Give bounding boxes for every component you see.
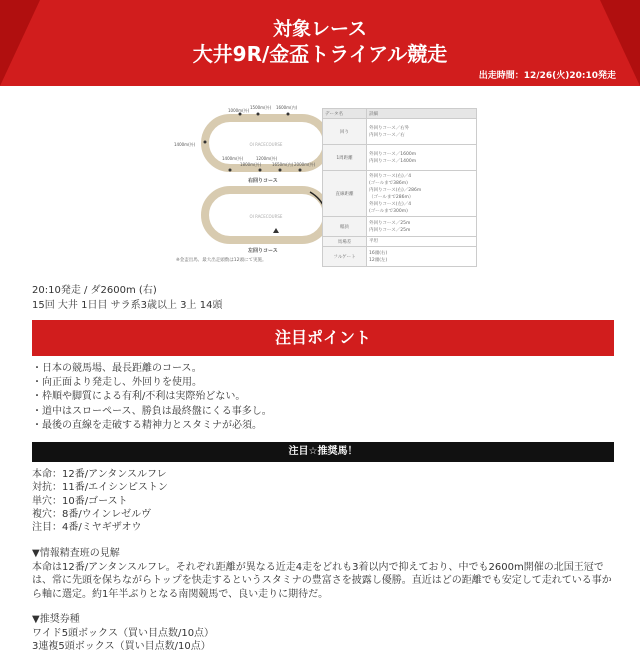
info-header-detail: 詳細 <box>367 109 477 119</box>
betting-line: ワイド5頭ボックス（買い目点数/10点） <box>32 627 215 639</box>
marker-dot-5 <box>229 169 232 172</box>
header-title-line1: 対象レース <box>272 18 368 40</box>
recommend-picks <box>32 468 168 534</box>
header-banner <box>0 0 640 86</box>
pick-place-horse: 複穴：8番/ウインレゼルヴ <box>32 508 152 520</box>
distance-label-1800: 1800m(外) <box>240 162 262 167</box>
analysis-heading: ▼情報精査班の見解 <box>32 548 120 559</box>
distance-label-1400a: 1400m(外) <box>174 142 196 147</box>
distance-label-1000: 1000m(外) <box>228 108 250 113</box>
info-row <box>323 247 477 267</box>
betting-heading: ▼推奨券種 <box>32 614 80 625</box>
points-list <box>32 362 272 433</box>
info-row-value: 外回りコース／右外 内回りコース／右 <box>367 119 477 145</box>
distance-label-1400b: 1400m(外) <box>222 156 244 161</box>
info-row-value: 平坦 <box>367 237 477 247</box>
list-item: ・ 日本の競馬場、最長距離のコース。 <box>32 362 272 376</box>
info-row-label: フルゲート <box>323 247 367 267</box>
pick-main: 本命：12番/アンタンスルフレ <box>32 469 167 480</box>
right-course-track-name: OI RACECOURSE <box>249 142 283 147</box>
list-item: ・ 最後の直線を走破する精神力とスタミナが必須。 <box>32 419 272 433</box>
info-row <box>323 145 477 171</box>
pick-rival: 対抗：11番/エイシンピストン <box>32 482 168 494</box>
list-item: ・ 道中はスローペース、勝負は最終盤にくる事多し。 <box>32 405 272 419</box>
marker-dot-2 <box>257 113 260 116</box>
left-course-track-name: OI RACECOURSE <box>249 214 283 219</box>
race-info <box>32 283 222 313</box>
left-course-finish-marker <box>273 228 279 233</box>
info-header-name: データ名 <box>323 109 367 119</box>
header-title-line2: 大井9R/金盃トライアル競走 <box>192 42 448 66</box>
info-row-label: 幅員 <box>323 217 367 237</box>
betting-section <box>32 613 214 654</box>
marker-dot-4 <box>204 141 207 144</box>
pick-dark-horse: 単穴：10番/ゴースト <box>32 495 128 507</box>
list-item: ・ 枠順や脚質による有利/不利は実際殆どない。 <box>32 390 272 404</box>
course-info-table <box>322 108 477 267</box>
distance-label-2000: 2000m(外) <box>294 162 316 167</box>
info-row-value: 16頭(右) 12頭(左) <box>367 247 477 267</box>
info-row-label: 直線距離 <box>323 171 367 217</box>
info-row-label: 1周距離 <box>323 145 367 171</box>
marker-dot-1 <box>239 113 242 116</box>
info-row-label: 回り <box>323 119 367 145</box>
race-info-line2: 15回 大井 1日目 サラ系3歳以上 3上 14頭 <box>32 300 223 311</box>
analysis-body: 本命は12番/アンタンスルフレ。それぞれ距離が異なる近走4走をどれも3着以内で抑えており、中でも2600m開催の北国王冠では、常に先頭を保ちながらトップを快走するというスタミナの豊富さを披露し優勝。直近はどの距離でも安定して走れている事から軸に選定。約1年半ぶりとなる南関競馬で、良い走りに期待だ。 <box>32 561 612 600</box>
start-time: 出走時間：12/26(火)20:10発走 <box>478 71 616 81</box>
list-item: ・ 向正面より発走し、外回りを使用。 <box>32 376 272 390</box>
info-row-value: 外回りコース／25m 内回りコース／25m <box>367 217 477 237</box>
marker-dot-3 <box>287 113 290 116</box>
info-row <box>323 119 477 145</box>
marker-dot-7 <box>279 169 282 172</box>
info-row-value: 外回りコース／1600m 内回りコース／1400m <box>367 145 477 171</box>
right-course-label: 右回りコース <box>248 178 278 184</box>
info-row-value: 外回りコース(右)／4 (ゴールまで386m) 内回りコース(右)／286m （ゴールまで286m） 外回りコース(左)／4 (ゴールまで300m) <box>367 171 477 217</box>
info-row-label: 馬場差 <box>323 237 367 247</box>
info-row <box>323 237 477 247</box>
marker-dot-8 <box>299 169 302 172</box>
distance-label-1200: 1200m(外) <box>256 156 278 161</box>
info-row <box>323 171 477 217</box>
course-map-note: ※金盃出馬、最大出走頭数は12頭にて実施。 <box>176 258 267 263</box>
analysis-section <box>32 547 614 601</box>
distance-label-1500: 1500m(外) <box>250 105 272 110</box>
info-row <box>323 217 477 237</box>
pick-watch: 注目：4番/ミヤギザオウ <box>32 522 142 534</box>
distance-label-1650: 1650m(内) <box>272 162 294 167</box>
recommend-title-bar: 注目☆推奨馬！ <box>32 442 614 462</box>
betting-line: 3連複5頭ボックス（買い目点数/10点） <box>32 641 211 653</box>
distance-label-1600: 1600m(内) <box>276 105 298 110</box>
race-info-line1: 20:10発走 / ダ2600m (右) <box>32 285 157 296</box>
info-table-header <box>323 109 477 119</box>
points-title-bar: 注目ポイント <box>32 320 614 356</box>
marker-dot-6 <box>259 169 262 172</box>
left-course-label: 左回りコース <box>248 248 278 254</box>
